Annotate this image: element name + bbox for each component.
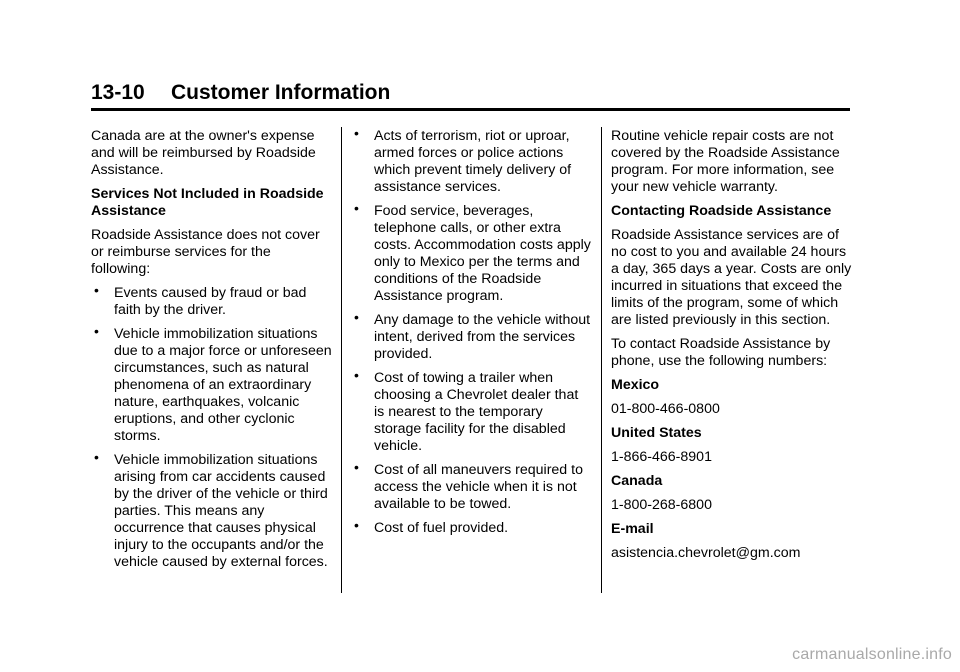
watermark: carmanualsonline.info (792, 646, 952, 663)
bullet-icon: • (354, 309, 359, 325)
list-item-text: Cost of towing a trailer when choosing a Chevrolet dealer that is nearest to the temporary storage facility for the disabled vehicle. (374, 370, 579, 454)
bullet-list (91, 282, 333, 571)
paragraph: To contact Roadside Assistance by phone, use the following numbers: (611, 336, 831, 369)
contact-value-united-states: 1-866-466-8901 (611, 449, 712, 465)
list-item (91, 323, 333, 445)
column-divider-2 (601, 127, 602, 593)
column-1 (91, 128, 333, 578)
list-item (91, 282, 333, 319)
bullet-icon: • (94, 282, 99, 298)
paragraph: Roadside Assistance services are of no cost to you and available 24 hours a day, 365 days a year. Costs are only incurred in situations that exceed the limits of the program, some of which are listed previously in this section. (611, 227, 852, 328)
paragraph: Roadside Assistance does not cover or reimburse services for the following: (91, 227, 320, 277)
contact-label-email: E-mail (611, 521, 654, 537)
contact-value-mexico: 01-800-466-0800 (611, 401, 720, 417)
contact-label-united-states: United States (611, 425, 702, 441)
list-item-text: Vehicle immobilization situations due to a major force or unforeseen circumstances, such as natural phenomena of an extraordinary nature, earthquakes, volcanic eruptions, and other cyclonic storms. (114, 326, 332, 444)
bullet-icon: • (94, 449, 99, 465)
subheading-services-not-included: Services Not Included in Roadside Assistance (91, 186, 324, 219)
list-item (351, 367, 591, 455)
bullet-icon: • (94, 323, 99, 339)
list-item-text: Vehicle immobilization situations arising from car accidents caused by the driver of the vehicle or third parties. This means any occurrence that causes physical injury to the occupants and/or the vehicle caused by external forces. (114, 452, 328, 570)
bullet-list (351, 125, 591, 537)
list-item-text: Cost of all maneuvers required to access the vehicle when it is not available to be towed. (374, 462, 583, 512)
bullet-icon: • (354, 367, 359, 383)
list-item (351, 459, 591, 513)
list-item (351, 125, 591, 196)
page-number: 13-10 (91, 81, 145, 104)
bullet-icon: • (354, 459, 359, 475)
contact-value-canada: 1-800-268-6800 (611, 497, 712, 513)
paragraph: Canada are at the owner's expense and will be reimbursed by Roadside Assistance. (91, 128, 316, 178)
column-divider-1 (341, 127, 342, 593)
contact-label-canada: Canada (611, 473, 663, 489)
paragraph: Routine vehicle repair costs are not covered by the Roadside Assistance program. For more information, see your new vehicle warranty. (611, 128, 840, 195)
list-item-text: Food service, beverages, telephone calls, or other extra costs. Accommodation costs apply only to Mexico per the terms and conditions of the Roadside Assistance program. (374, 203, 591, 304)
list-item-text: Any damage to the vehicle without intent, derived from the services provided. (374, 312, 591, 362)
list-item-text: Acts of terrorism, riot or uproar, armed forces or police actions which prevent timely delivery of assistance services. (374, 128, 572, 195)
contact-value-email: asistencia.chevrolet@gm.com (611, 545, 801, 561)
list-item (351, 309, 591, 363)
list-item (351, 200, 591, 305)
contact-label-mexico: Mexico (611, 377, 660, 393)
bullet-icon: • (354, 125, 359, 141)
bullet-icon: • (354, 517, 359, 533)
column-2 (351, 125, 591, 544)
list-item (351, 517, 591, 537)
subheading-contacting-roadside: Contacting Roadside Assistance (611, 203, 832, 219)
column-3 (611, 128, 853, 569)
section-title: Customer Information (171, 81, 391, 104)
list-item-text: Events caused by fraud or bad faith by the driver. (114, 285, 307, 318)
list-item-text: Cost of fuel provided. (374, 520, 509, 536)
page-header (91, 80, 850, 111)
bullet-icon: • (354, 200, 359, 216)
list-item (91, 449, 333, 571)
